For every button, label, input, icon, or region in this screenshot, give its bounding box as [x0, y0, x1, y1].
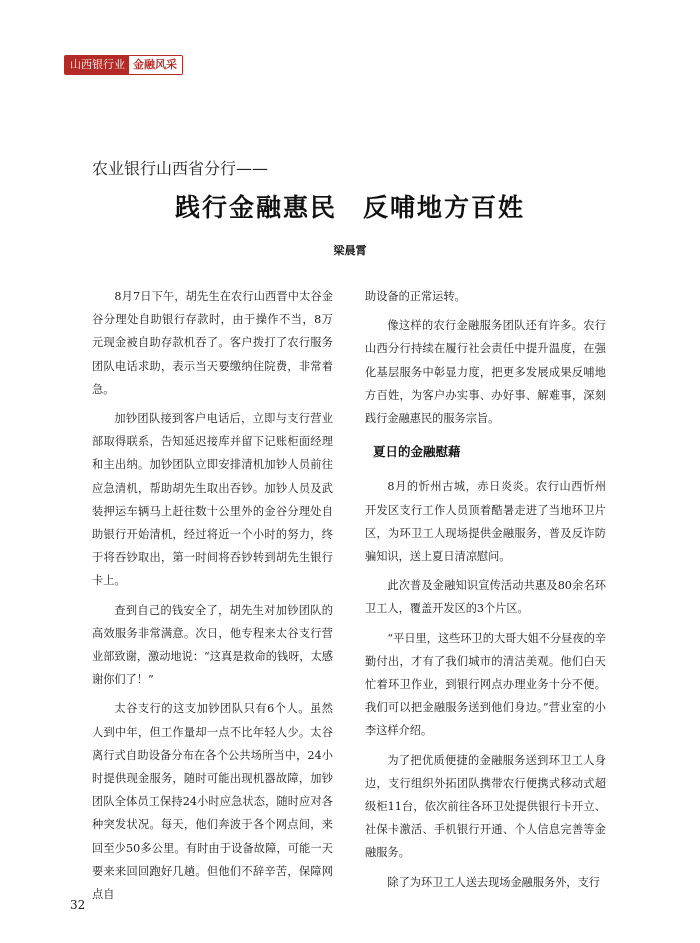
section-heading: 夏日的金融慰藉 — [373, 444, 461, 460]
article-author: 梁晨霄 — [333, 244, 367, 257]
paragraph-continuation: 助设备的正常运转。 — [365, 290, 466, 303]
left-column — [92, 285, 333, 912]
paragraph: 8月7日下午，胡先生在农行山西晋中太谷金谷分理处自助银行存款时，由于操作不当，8万元现金被自助存款机吞了。客户拨打了农行服务团队电话求助，表示当天要缴纳住院费，非常着急。 — [92, 290, 333, 396]
section-tag-column: 金融风采 — [129, 56, 182, 74]
paragraph: 加钞团队接到客户电话后，立即与支行营业部取得联系，告知延迟接库并留下记账柜面经理和主出纳。加钞团队立即安排清机加钞人员前往应急清机，帮助胡先生取出吞钞。加钞人员及武装押运车辆马上赶往数十公里外的金谷分理处自助银行开始清机，经过将近一个小时的努力，终于将吞钞取出，第一时间将吞钞转到胡先生银行卡上。 — [92, 412, 333, 588]
paragraph: 像这样的农行金融服务团队还有许多。农行山西分行持续在履行社会责任中提升温度，在强化基层服务中彰显力度，把更多发展成果反哺地方百姓，为客户办实事、办好事、解难事，深刻践行金融惠民的服务宗旨。 — [365, 319, 606, 426]
article-title-part1: 践行金融惠民 — [174, 193, 337, 222]
article-title — [0, 188, 700, 224]
paragraph: 此次普及金融知识宣传活动共惠及80余名环卫工人，覆盖开发区的3个片区。 — [365, 579, 606, 616]
article-subtitle: 农业银行山西省分行—— — [92, 159, 269, 178]
article-title-part2: 反哺地方百姓 — [363, 193, 526, 222]
paragraph: 除了为环卫工人送去现场金融服务外，支行 — [387, 875, 600, 889]
section-tag-publication: 山西银行业 — [65, 56, 129, 74]
paragraph: 太谷支行的这支加钞团队只有6个人。虽然人到中年，但工作量却一点不比年轻人少。太谷离行式自助设备分布在各个公共场所当中，24小时提供现金服务，随时可能出现机器故障，加钞团队全体员工保持24小时应急状态，随时应对各种突发状况。每天，他们奔波于各个网点间，来回至少50多公里。有时由于设备故障，可能一天要来来回回跑好几趟。但他们不辞辛苦，保障网点自 — [92, 702, 333, 902]
paragraph: “平日里，这些环卫的大哥大姐不分昼夜的辛勤付出，才有了我们城市的清洁美观。他们白天忙着环卫作业，到银行网点办理业务十分不便。我们可以把金融服务送到他们身边。”营业室的小李这样介绍。 — [365, 631, 606, 738]
paragraph: 8月的忻州古城，赤日炎炎。农行山西忻州开发区支行工作人员顶着酷暑走进了当地环卫片区，为环卫工人现场提供金融服务，普及反诈防骗知识，送上夏日清凉慰问。 — [365, 480, 606, 564]
right-column — [365, 285, 606, 900]
paragraph: 为了把优质便捷的金融服务送到环卫工人身边，支行组织外拓团队携带农行便携式移动式超级柜11台，依次前往各环卫处提供银行卡开立、社保卡激活、手机银行开通、个人信息完善等金融服务。 — [365, 753, 606, 860]
page-number: 32 — [70, 898, 86, 912]
paragraph: 查到自己的钱安全了，胡先生对加钞团队的高效服务非常满意。次日，他专程来太谷支行营业部致谢，激动地说：“这真是救命的钱呀，太感谢你们了！” — [92, 603, 333, 687]
section-tag — [64, 55, 183, 75]
